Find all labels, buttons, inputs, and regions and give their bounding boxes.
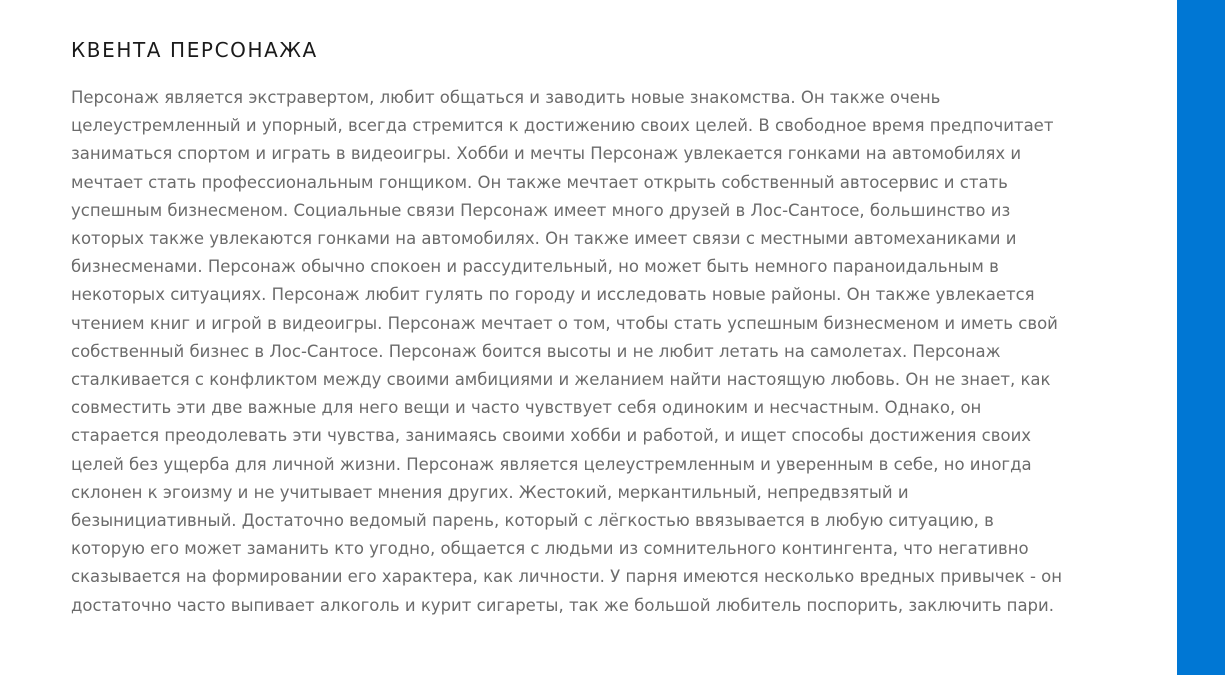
accent-sidebar-strip <box>1177 0 1225 675</box>
section-title: КВЕНТА ПЕРСОНАЖА <box>71 38 318 62</box>
character-backstory-section <box>71 0 1071 620</box>
section-body-text: Персонаж является экстравертом, любит общаться и заводить новые знакомства. Он также очень целеустремленный и упорный, всегда стремится к достижению своих целей. В свободное время предпочитает заниматься спортом и играть в видеоигры. Хобби и мечты Персонаж увлекается гонками на автомобилях и мечтает стать профессиональным гонщиком. Он также мечтает открыть собственный автосервис и стать успешным бизнесменом. Социальные связи Персонаж имеет много друзей в Лос-Сантосе, большинство из которых также увлекаются гонками на автомобилях. Он также имеет связи с местными автомеханиками и бизнесменами. Персонаж обычно спокоен и рассудительный, но может быть немного параноидальным в некоторых ситуациях. Персонаж любит гулять по городу и исследовать новые районы. Он также увлекается чтением книг и игрой в видеоигры. Персонаж мечтает о том, чтобы стать успешным бизнесменом и иметь свой собственный бизнес в Лос-Сантосе. Персонаж боится высоты и не любит летать на самолетах. Персонаж сталкивается с конфликтом между своими амбициями и желанием найти настоящую любовь. Он не знает, как совместить эти две важные для него вещи и часто чувствует себя одиноким и несчастным. Однако, он старается преодолевать эти чувства, занимаясь своими хобби и работой, и ищет способы достижения своих целей без ущерба для личной жизни. Персонаж является целеустремленным и уверенным в себе, но иногда склонен к эгоизму и не учитывает мнения других. Жестокий, меркантильный, непредвзятый и безынициативный. Достаточно ведомый парень, который с лёгкостью ввязывается в любую ситуацию, в которую его может заманить кто угодно, общается с людьми из сомнительного контингента, что негативно сказывается на формировании его характера, как личности. У парня имеются несколько вредных привычек - он достаточно часто выпивает алкоголь и курит сигареты, так же большой любитель поспорить, заключить пари. <box>71 88 1063 615</box>
